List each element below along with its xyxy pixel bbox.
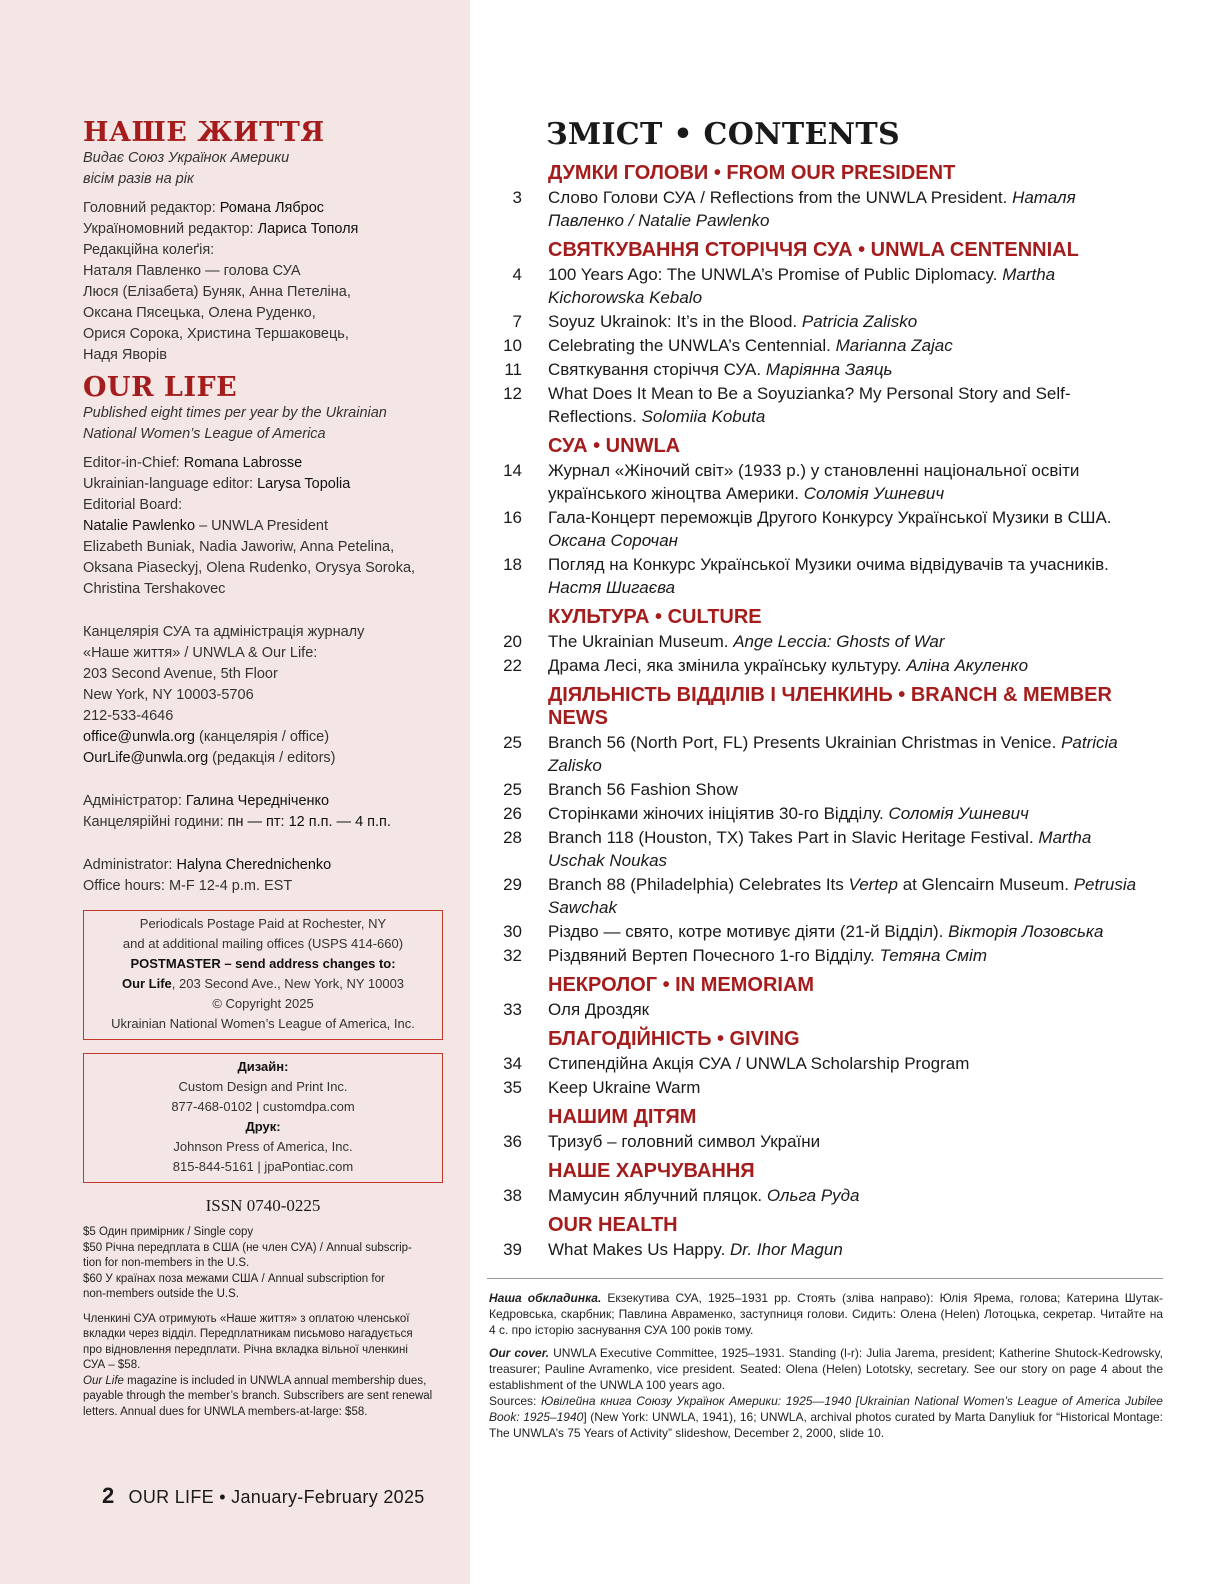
toc-entry[interactable] — [490, 731, 1138, 777]
toc-entry-author: Оксана Сорочан — [548, 531, 679, 550]
toc-entry[interactable] — [490, 654, 1138, 677]
office-line: Канцелярія СУА та адміністрація журналу — [83, 624, 365, 640]
toc-section-heading: НЕКРОЛОГ • IN MEMORIAM — [548, 974, 815, 996]
toc-entry[interactable] — [490, 358, 1138, 381]
toc-entry-title: Стипендійна Акція СУА / UNWLA Scholarship Program — [548, 1054, 970, 1073]
ukr-editor-line-uk: Україномовний редактор: Лариса Тополя — [83, 221, 359, 237]
toc-entry[interactable] — [490, 802, 1138, 825]
toc-page-number: 25 — [503, 780, 522, 799]
toc-entry-title: Мамусин яблучний пляцок. — [548, 1186, 763, 1205]
toc-entry[interactable] — [490, 553, 1138, 599]
toc-entry-author: Маріянна Заяць — [765, 360, 893, 379]
toc-entry[interactable] — [490, 263, 1138, 309]
toc-entry-title: What Makes Us Happy. — [548, 1240, 726, 1259]
toc-page-number: 39 — [503, 1240, 522, 1259]
membership-note-uk: Членкині СУА отримують «Наше життя» з оплатою членської вкладки через відділ. Передплатникам письмово нагадується про відновлення передплати. Річна вкладка вільної членкині СУА – $58. — [83, 1312, 413, 1371]
toc-entry-title: Слово Голови СУА / Reflections from the UNWLA President. — [548, 188, 1008, 207]
toc-page-number: 36 — [503, 1132, 522, 1151]
toc-section-heading: СВЯТКУВАННЯ СТОРІЧЧЯ СУА • UNWLA CENTENNIAL — [548, 239, 1079, 261]
board-member-line: Christina Tershakovec — [83, 581, 226, 597]
toc-section-heading: OUR HEALTH — [548, 1214, 678, 1236]
toc-page-number: 34 — [503, 1054, 522, 1073]
toc-entry-title: What Does It Mean to Be a Soyuzianka? My Personal Story and Self-Reflections. — [548, 384, 1071, 426]
toc-entry-author: Patricia Zalisko — [548, 733, 1118, 775]
toc-entry-author: Patricia Zalisko — [801, 312, 918, 331]
table-of-contents — [490, 160, 1170, 1261]
board-member-line: Elizabeth Buniak, Nadia Jaworiw, Anna Petelina, — [83, 539, 395, 555]
prices-block: $5 Один примірник / Single copy $50 Річна передплата в США (не член СУА) / Annual subscrip- tion for non-members in the U.S. $60 У країнах поза межами США / Annual subscription for non-members outside the U.S. Членкині СУА отримують «Наше життя» з оплатою членської вкладки через відділ. Передплатникам письмово нагадується про відновлення передплати. Річна вкладка вільної членкині СУА – $58. Our Life magazine is included in UNWLA annual membership dues, payable through the member’s branch. Subscribers are sent renewal letters. Annual dues for UNWLA members-at-large: $58. — [83, 1225, 443, 1420]
toc-entry-title: Branch 118 (Houston, TX) Takes Part in Slavic Heritage Festival. — [548, 828, 1034, 847]
cover-caption-en: Our cover. UNWLA Executive Committee, 1925–1931. Standing (l-r): Julia Jarema, president; Katherine Shutock-Kedrowsky, treasurer; Pauline Avramenko, vice president. Seated: Olena (Helen) Lototsky, secretary. See our story on page 4 about the establishment of the UNWLA 100 years ago. Sources: Ювілейна книга Союзу Українок Америки: 1925—1940 [Ukrainian National Women’s League of America Jubilee Book: 1925–1940] (New York: UNWLA, 1941), 16; UNWLA, archival photos curated by Marta Danyliuk for “Historical Montage: The UNWLA’s 75 Years of Activity” slideshow, December 2, 2000, slide 10. — [489, 1346, 1163, 1440]
masthead-subtitle-uk-1: Видає Союз Українок Америки — [83, 150, 290, 166]
masthead-subtitle-en-2: National Women’s League of America — [83, 426, 326, 442]
toc-entry[interactable] — [490, 1184, 1138, 1207]
toc-entry[interactable] — [490, 382, 1138, 428]
toc-page-number: 29 — [503, 875, 522, 894]
membership-note-en: Our Life magazine is included in UNWLA annual membership dues, payable through the member’s branch. Subscribers are sent renewal letters. Annual dues for UNWLA members-at-large: $58. — [83, 1374, 433, 1418]
toc-entry-title: Різдвяний Вертеп Почесного 1-го Відділу. — [548, 946, 875, 965]
toc-entry-author: Настя Шигаєва — [548, 578, 676, 597]
board-member-line: Oksana Piaseckyj, Olena Rudenko, Orysya Soroka, — [83, 560, 416, 576]
toc-entry-author: Вікторія Лозовська — [948, 922, 1104, 941]
masthead-subtitle-en-1: Published eight times per year by the Ukrainian — [83, 405, 387, 421]
toc-page-number: 32 — [503, 946, 522, 965]
divider — [487, 1278, 1163, 1279]
toc-entry[interactable] — [490, 826, 1138, 872]
toc-entry-author: Dr. Ihor Magun — [730, 1240, 843, 1259]
masthead-sidebar — [0, 0, 470, 1584]
board-member-line: Люся (Елізабета) Буняк, Анна Петеліна, — [83, 284, 351, 300]
toc-page-number: 33 — [503, 1000, 522, 1019]
toc-entry-title: Гала-Концерт переможців Другого Конкурсу Української Музики в США. — [548, 508, 1112, 527]
toc-page-number: 30 — [503, 922, 522, 941]
cover-captions — [489, 1290, 1163, 1448]
office-line: «Наше життя» / UNWLA & Our Life: — [83, 645, 318, 661]
board-member-line: Наталя Павленко — голова СУА — [83, 263, 301, 279]
toc-entry[interactable] — [490, 1076, 1138, 1099]
editor-line-uk: Головний редактор: Романа Ляброс — [83, 200, 325, 216]
toc-entry[interactable] — [490, 630, 1138, 653]
toc-entry[interactable] — [490, 310, 1138, 333]
toc-page-number: 7 — [512, 312, 522, 331]
masthead-title-uk: НАШЕ ЖИТТЯ — [83, 117, 325, 148]
toc-entry-title: Драма Лесі, яка змінила українську культуру. — [548, 656, 902, 675]
toc-entry-title: Soyuz Ukrainok: It’s in the Blood. — [548, 312, 798, 331]
toc-entry-title: Celebrating the UNWLA’s Centennial. — [548, 336, 831, 355]
toc-entry[interactable] — [490, 1238, 1138, 1261]
toc-entry-title: Сторінками жіночих ініціятив 30-го Відділу. — [548, 804, 884, 823]
ukr-editor-line-en: Ukrainian-language editor: Larysa Topolia — [83, 476, 351, 492]
office-hours-en: Office hours: M-F 12-4 p.m. EST — [83, 878, 293, 894]
toc-entry-title: Branch 56 Fashion Show — [548, 780, 738, 799]
toc-entry-author: Ольга Руда — [766, 1186, 860, 1205]
toc-page-number: 35 — [503, 1078, 522, 1097]
cover-caption-uk: Наша обкладинка. Екзекутива СУА, 1925–1931 рр. Стоять (зліва направо): Юлія Ярема, голова; Катерина Шутак-Кедровська, скарбник; Павлина Авраменко, заступниця голови. Сидить: Олена (Helen) Лотоцька, секретар. Читайте на 4 с. про історію заснування СУА 100 років тому. — [489, 1291, 1164, 1337]
footer-text: OUR LIFE • January-February 2025 — [128, 1487, 425, 1507]
toc-section-heading: НАШИМ ДІТЯМ — [548, 1106, 697, 1128]
toc-entry[interactable] — [490, 1130, 1138, 1153]
toc-page-number: 20 — [503, 632, 522, 651]
page-number: 2 — [102, 1483, 115, 1508]
toc-page-number: 28 — [503, 828, 522, 847]
office-phone: 212-533-4646 — [83, 708, 174, 724]
toc-entry-title: Святкування сторіччя СУА. — [548, 360, 762, 379]
toc-entry-author: Тетяна Сміт — [879, 946, 987, 965]
toc-page-number: 11 — [504, 360, 522, 379]
masthead-subtitle-uk-2: вісім разів на рік — [83, 171, 194, 187]
board-member-line: Надя Яворів — [83, 347, 167, 363]
toc-section-heading: КУЛЬТУРА • CULTURE — [548, 606, 762, 628]
editors-email-link[interactable]: OurLife@unwla.org — [83, 750, 209, 766]
toc-entry-author: Соломія Ушневич — [803, 484, 945, 503]
toc-page-number: 4 — [512, 265, 522, 284]
toc-entry-author: Solomiia Kobuta — [641, 407, 766, 426]
toc-entry-title: Журнал «Жіночий світ» (1933 р.) у становленні національної освіти українського жіноцтва Америки. — [548, 461, 1080, 503]
toc-section-heading: НАШЕ ХАРЧУВАННЯ — [548, 1160, 755, 1182]
toc-entry-title: Оля Дроздяк — [548, 1000, 650, 1019]
toc-entry-title: Branch 56 (North Port, FL) Presents Ukrainian Christmas in Venice. — [548, 733, 1057, 752]
toc-page-number: 25 — [503, 733, 522, 752]
toc-entry-author: Marianna Zajac — [835, 336, 953, 355]
editors-email-line: OurLife@unwla.org (редакція / editors) — [83, 750, 336, 766]
toc-entry-title: Тризуб – головний символ України — [548, 1132, 821, 1151]
toc-entry-author: Ange Leccia: Ghosts of War — [733, 632, 945, 651]
toc-entry[interactable] — [490, 778, 1138, 801]
toc-entry-title: Погляд на Конкурс Української Музики очима відвідувачів та учасників. — [548, 555, 1109, 574]
toc-entry[interactable] — [490, 506, 1138, 552]
toc-entry[interactable] — [490, 1052, 1138, 1075]
toc-entry-author: Martha Kichorowska Kebalo — [548, 265, 1056, 307]
toc-entry-author: Petrusia Sawchak — [548, 875, 1137, 917]
toc-page-number: 22 — [503, 656, 522, 675]
toc-page-number: 12 — [503, 384, 522, 403]
toc-section-heading: ДУМКИ ГОЛОВИ • FROM OUR PRESIDENT — [548, 162, 956, 184]
toc-entry[interactable] — [490, 944, 1138, 967]
toc-entry[interactable] — [490, 920, 1138, 943]
board-member-line: Оксана Пясецька, Олена Руденко, — [83, 305, 316, 321]
toc-entry-author: Martha Uschak Noukas — [548, 828, 1092, 870]
toc-entry-title: The Ukrainian Museum. — [548, 632, 729, 651]
toc-entry[interactable] — [490, 873, 1138, 919]
toc-page-number: 26 — [503, 804, 522, 823]
office-hours-uk: Канцелярійні години: пн — пт: 12 п.п. — 4 п.п. — [83, 814, 391, 830]
toc-entry-title: Різдво — свято, котре мотивує діяти (21-й Відділ). — [548, 922, 944, 941]
issn: ISSN 0740-0225 — [205, 1196, 321, 1215]
toc-entry-title: Keep Ukraine Warm — [548, 1078, 701, 1097]
toc-entry-author: Аліна Акуленко — [906, 656, 1029, 675]
administrator-uk: Адміністратор: Галина Чередніченко — [83, 793, 330, 809]
office-address: New York, NY 10003-5706 — [83, 687, 254, 703]
toc-page-number: 16 — [503, 508, 522, 527]
board-label-en: Editorial Board: — [83, 497, 183, 513]
toc-entry[interactable] — [490, 998, 1138, 1021]
masthead-content — [83, 118, 443, 1420]
board-president-en: Natalie Pawlenko – UNWLA President — [83, 518, 329, 534]
toc-page-number: 18 — [503, 555, 522, 574]
office-address: 203 Second Avenue, 5th Floor — [83, 666, 278, 682]
toc-entry-title: Branch 88 (Philadelphia) Celebrates Its Vertep at Glencairn Museum. — [548, 875, 1069, 894]
office-email-link[interactable]: office@unwla.org — [83, 729, 195, 745]
postal-info-box: Periodicals Postage Paid at Rochester, NY and at additional mailing offices (USPS 414-660) POSTMASTER – send address changes to: Our Life, 203 Second Ave., New York, NY 10003 © Copyright 2025 Ukrainian National Women’s League of America, Inc. — [83, 910, 443, 1040]
editor-line-en: Editor-in-Chief: Romana Labrosse — [83, 455, 303, 471]
contents-title: ЗМІСТ • CONTENTS — [546, 117, 900, 152]
toc-entry[interactable] — [490, 334, 1138, 357]
office-email-line: office@unwla.org (канцелярія / office) — [83, 729, 330, 745]
toc-entry[interactable] — [490, 459, 1138, 505]
toc-entry-title: 100 Years Ago: The UNWLA’s Promise of Public Diplomacy. — [548, 265, 998, 284]
board-label-uk: Редакційна колеґія: — [83, 242, 215, 258]
toc-section-heading: ДІЯЛЬНІСТЬ ВІДДІЛІВ І ЧЛЕНКИНЬ • BRANCH & MEMBER NEWS — [548, 684, 1112, 729]
toc-entry[interactable] — [490, 186, 1138, 232]
board-member-line: Орися Сорока, Христина Тершаковець, — [83, 326, 349, 342]
page-footer — [102, 1483, 425, 1509]
toc-entry-author: Соломія Ушневич — [888, 804, 1029, 823]
toc-entry-author: Наталя Павленко / Natalie Pawlenko — [548, 188, 1076, 230]
toc-section-heading: СУА • UNWLA — [548, 435, 681, 457]
toc-page-number: 14 — [503, 461, 522, 480]
toc-page-number: 38 — [503, 1186, 522, 1205]
design-print-box: Дизайн: Custom Design and Print Inc. 877-468-0102 | customdpa.com Друк: Johnson Press of America, Inc. 815-844-5161 | jpaPontiac.com — [83, 1053, 443, 1183]
toc-page-number: 10 — [503, 336, 522, 355]
toc-page-number: 3 — [512, 188, 522, 207]
masthead-title-en: OUR LIFE — [83, 372, 238, 403]
toc-section-heading: БЛАГОДІЙНІСТЬ • GIVING — [548, 1028, 800, 1050]
administrator-en: Administrator: Halyna Cherednichenko — [83, 857, 332, 873]
